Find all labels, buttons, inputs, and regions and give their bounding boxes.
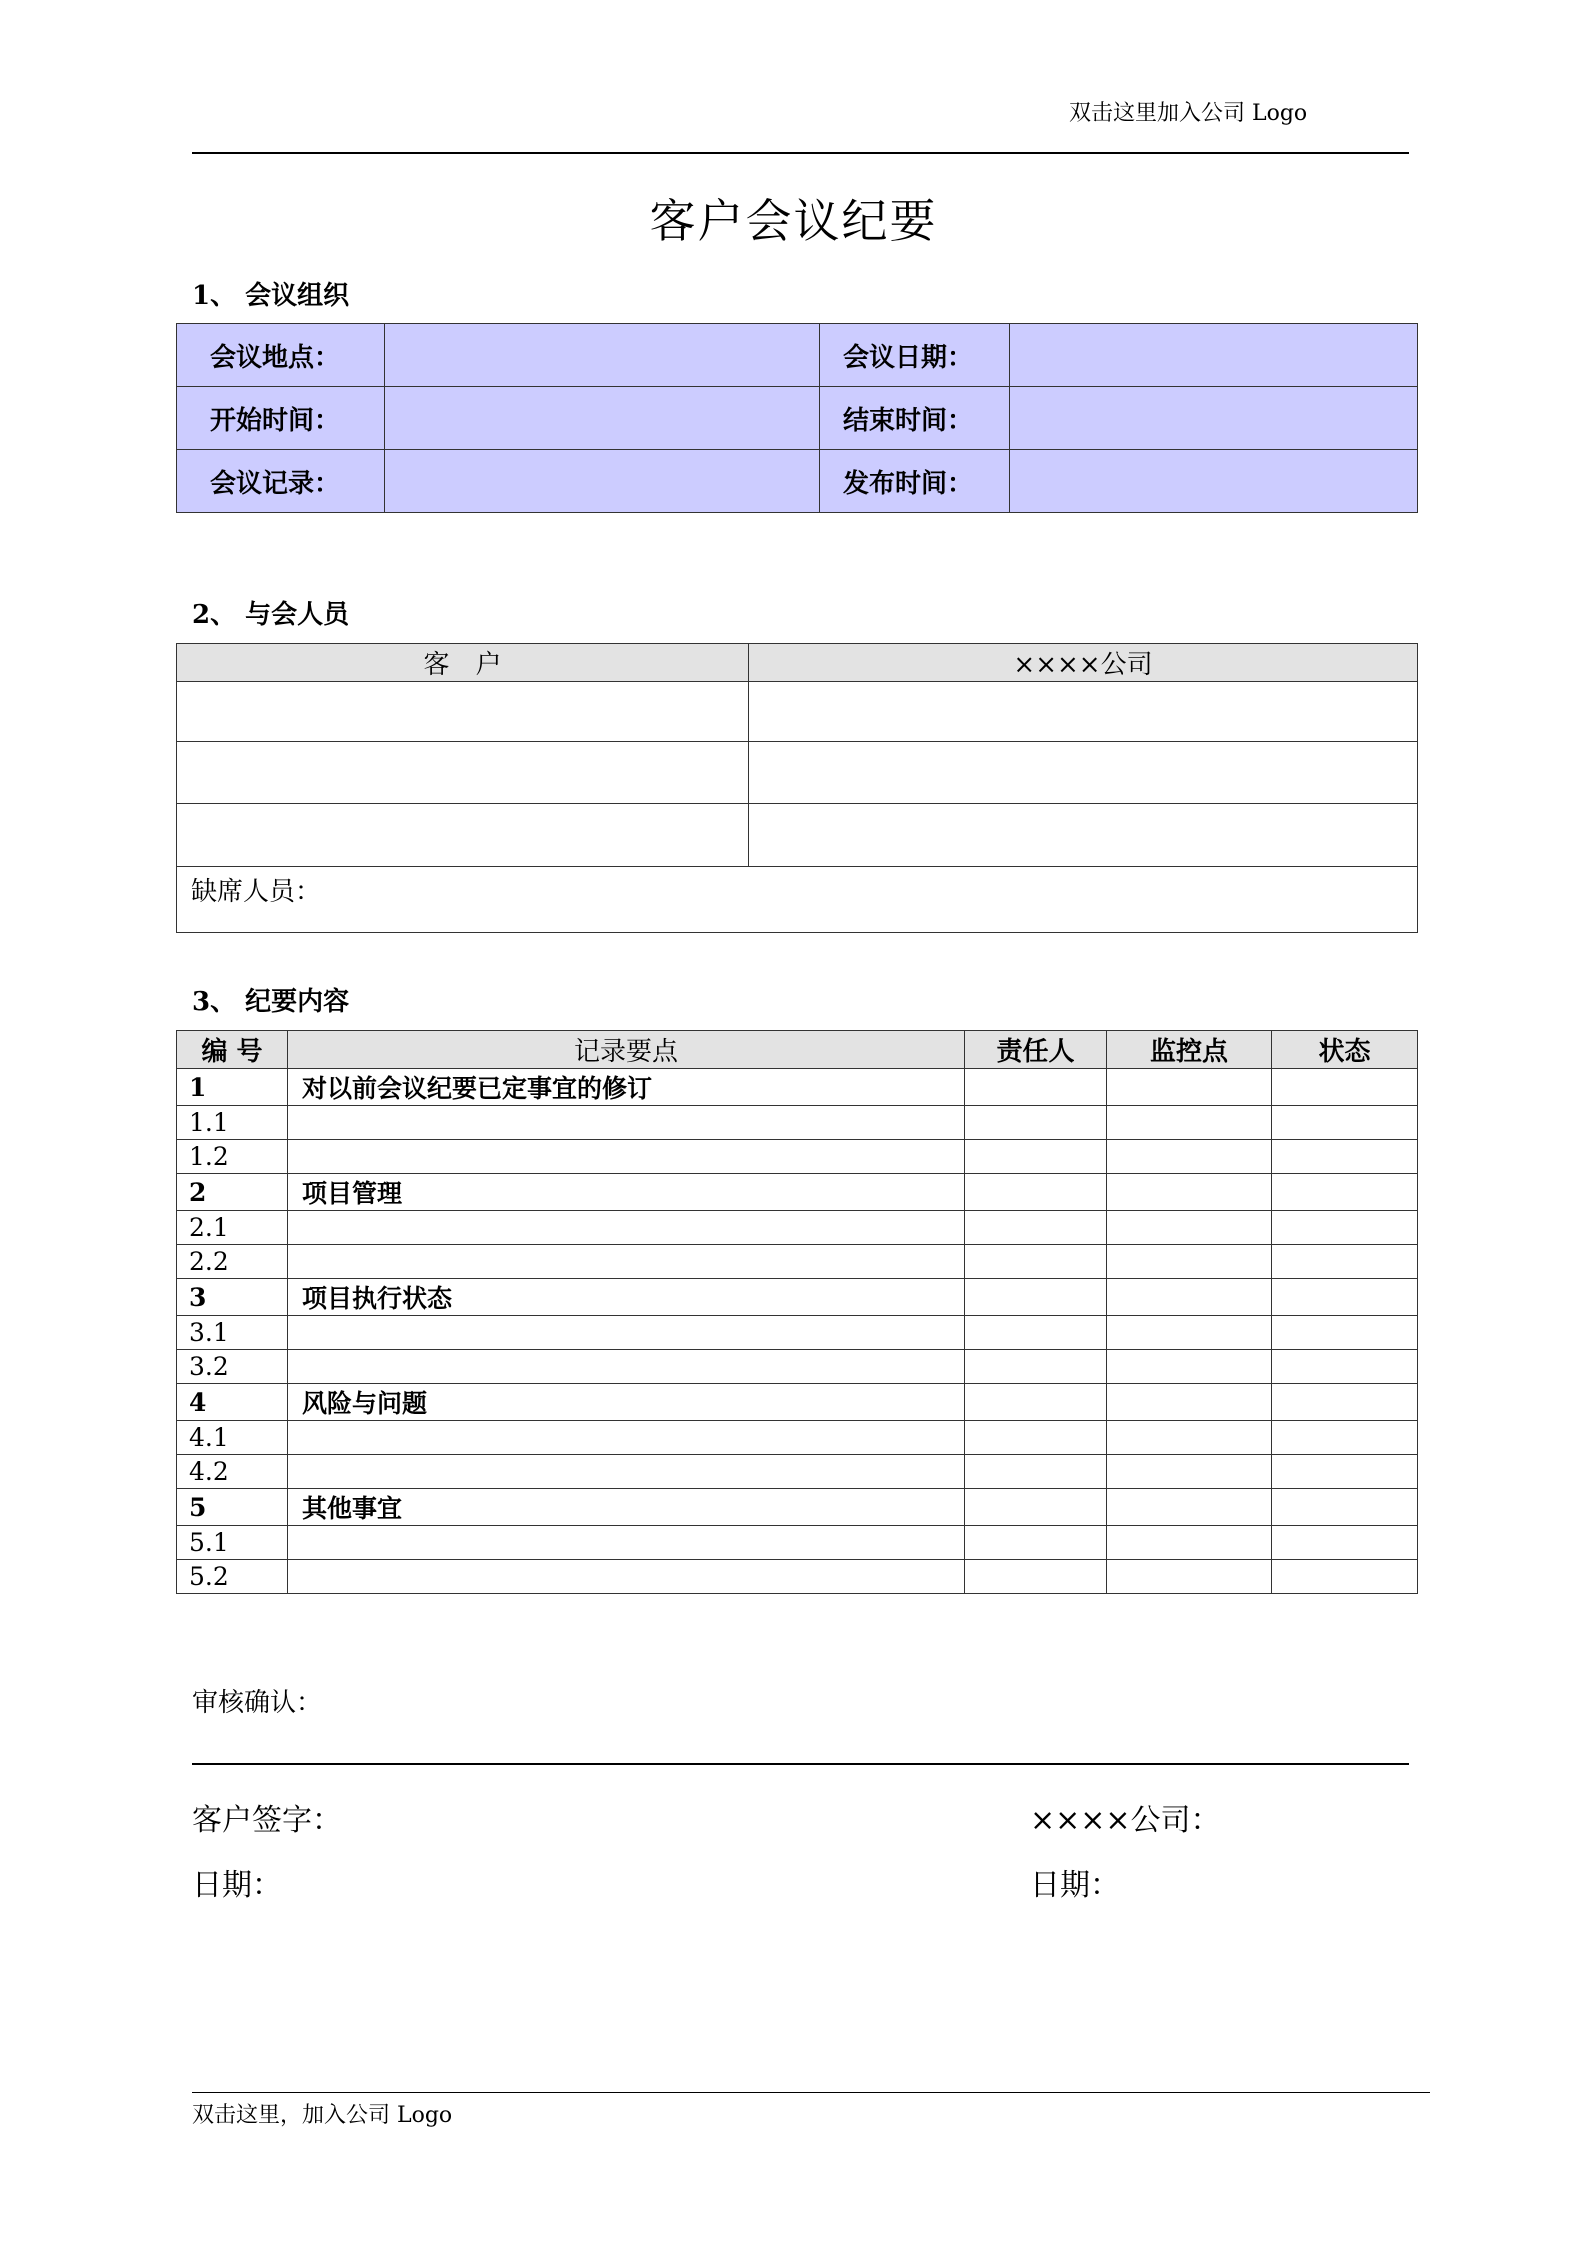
- status-cell[interactable]: [1272, 1245, 1418, 1279]
- organization-row: [177, 450, 1418, 513]
- record-point-cell[interactable]: [288, 1350, 965, 1384]
- status-cell[interactable]: [1272, 1421, 1418, 1455]
- minutes-group-row: [177, 1489, 1418, 1526]
- record-point-cell[interactable]: 风险与问题: [288, 1384, 965, 1421]
- record-points-column-header: 记录要点: [288, 1031, 965, 1069]
- minutes-item-row: [177, 1526, 1418, 1560]
- checkpoint-cell[interactable]: [1107, 1140, 1272, 1174]
- checkpoint-cell[interactable]: [1107, 1211, 1272, 1245]
- checkpoint-cell[interactable]: [1107, 1174, 1272, 1211]
- owner-cell[interactable]: [965, 1316, 1107, 1350]
- item-number: 1.1: [177, 1106, 288, 1140]
- item-number: 1.2: [177, 1140, 288, 1174]
- status-cell[interactable]: [1272, 1174, 1418, 1211]
- checkpoint-cell[interactable]: [1107, 1069, 1272, 1106]
- client-column-header: 客 户: [177, 644, 749, 682]
- client-signature-label: 客户签字：: [192, 1803, 342, 1838]
- owner-cell[interactable]: [965, 1489, 1107, 1526]
- review-label: 审核确认：: [192, 1688, 323, 1718]
- absent-members-label: 缺席人员：: [191, 877, 322, 907]
- footer-logo-placeholder[interactable]: 双击这里，加入公司 Logo: [192, 2103, 453, 2128]
- record-point-cell[interactable]: [288, 1526, 965, 1560]
- record-point-cell[interactable]: [288, 1106, 965, 1140]
- record-point-cell[interactable]: 项目管理: [288, 1174, 965, 1211]
- status-cell[interactable]: [1272, 1279, 1418, 1316]
- status-cell[interactable]: [1272, 1384, 1418, 1421]
- checkpoint-cell[interactable]: [1107, 1455, 1272, 1489]
- attendee-row: [177, 804, 1418, 867]
- status-cell[interactable]: [1272, 1350, 1418, 1384]
- record-point-cell[interactable]: 其他事宜: [288, 1489, 965, 1526]
- record-point-cell[interactable]: [288, 1560, 965, 1594]
- company-attendee-cell[interactable]: [749, 682, 1418, 742]
- item-number: 1: [177, 1069, 288, 1106]
- minutes-group-row: [177, 1384, 1418, 1421]
- section-heading-minutes: 3、 纪要内容: [192, 987, 350, 1017]
- start-time-field[interactable]: [385, 387, 820, 450]
- checkpoint-cell[interactable]: [1107, 1316, 1272, 1350]
- minutes-item-row: [177, 1245, 1418, 1279]
- record-point-cell[interactable]: [288, 1140, 965, 1174]
- end-time-label: 结束时间：: [820, 387, 1010, 450]
- publish-time-label: 发布时间：: [820, 450, 1010, 513]
- organization-table: [176, 323, 1418, 513]
- attendee-row: [177, 742, 1418, 804]
- organization-row: [177, 324, 1418, 387]
- item-number: 3: [177, 1279, 288, 1316]
- start-time-label: 开始时间：: [177, 387, 385, 450]
- record-point-cell[interactable]: 对以前会议纪要已定事宜的修订: [288, 1069, 965, 1106]
- item-number: 2: [177, 1174, 288, 1211]
- status-cell[interactable]: [1272, 1526, 1418, 1560]
- item-number: 5: [177, 1489, 288, 1526]
- owner-cell[interactable]: [965, 1106, 1107, 1140]
- status-cell[interactable]: [1272, 1489, 1418, 1526]
- company-attendee-cell[interactable]: [749, 804, 1418, 867]
- minutes-item-row: [177, 1350, 1418, 1384]
- footer-divider: [192, 2092, 1430, 2093]
- item-number: 3.1: [177, 1316, 288, 1350]
- company-signature-label: ××××公司：: [1030, 1803, 1221, 1838]
- minutes-item-row: [177, 1140, 1418, 1174]
- item-number: 4: [177, 1384, 288, 1421]
- record-point-cell[interactable]: 项目执行状态: [288, 1279, 965, 1316]
- checkpoint-cell[interactable]: [1107, 1384, 1272, 1421]
- attendees-table: [176, 643, 1418, 933]
- minutes-item-row: [177, 1421, 1418, 1455]
- record-point-cell[interactable]: [288, 1455, 965, 1489]
- status-cell[interactable]: [1272, 1455, 1418, 1489]
- status-cell[interactable]: [1272, 1069, 1418, 1106]
- header-logo-placeholder[interactable]: 双击这里加入公司 Logo: [1069, 101, 1308, 126]
- meeting-date-label: 会议日期：: [820, 324, 1010, 387]
- minutes-table: [176, 1030, 1418, 1594]
- status-cell[interactable]: [1272, 1560, 1418, 1594]
- recorder-field[interactable]: [385, 450, 820, 513]
- attendees-header-row: [177, 644, 1418, 682]
- checkpoint-column-header: 监控点: [1107, 1031, 1272, 1069]
- owner-cell[interactable]: [965, 1421, 1107, 1455]
- item-number: 3.2: [177, 1350, 288, 1384]
- checkpoint-cell[interactable]: [1107, 1560, 1272, 1594]
- attendee-row: [177, 682, 1418, 742]
- signature-divider: [192, 1763, 1409, 1765]
- company-attendee-cell[interactable]: [749, 742, 1418, 804]
- checkpoint-cell[interactable]: [1107, 1350, 1272, 1384]
- client-date-label: 日期：: [192, 1868, 282, 1903]
- header-divider: [192, 152, 1409, 154]
- owner-cell[interactable]: [965, 1069, 1107, 1106]
- item-number: 2.1: [177, 1211, 288, 1245]
- recorder-label: 会议记录：: [177, 450, 385, 513]
- section-heading-attendees: 2、 与会人员: [192, 600, 350, 630]
- number-column-header: 编 号: [177, 1031, 288, 1069]
- company-column-header: ××××公司: [749, 644, 1418, 682]
- checkpoint-cell[interactable]: [1107, 1279, 1272, 1316]
- owner-cell[interactable]: [965, 1174, 1107, 1211]
- record-point-cell[interactable]: [288, 1211, 965, 1245]
- item-number: 5.1: [177, 1526, 288, 1560]
- organization-row: [177, 387, 1418, 450]
- meeting-place-field[interactable]: [385, 324, 820, 387]
- meeting-date-field[interactable]: [1010, 324, 1418, 387]
- item-number: 4.1: [177, 1421, 288, 1455]
- minutes-item-row: [177, 1106, 1418, 1140]
- meeting-place-label: 会议地点：: [177, 324, 385, 387]
- company-date-label: 日期：: [1030, 1868, 1120, 1903]
- item-number: 5.2: [177, 1560, 288, 1594]
- owner-cell[interactable]: [965, 1455, 1107, 1489]
- item-number: 4.2: [177, 1455, 288, 1489]
- owner-cell[interactable]: [965, 1350, 1107, 1384]
- status-cell[interactable]: [1272, 1211, 1418, 1245]
- page-title: 客户会议纪要: [649, 194, 938, 248]
- client-attendee-cell[interactable]: [177, 682, 749, 742]
- status-cell[interactable]: [1272, 1140, 1418, 1174]
- status-cell[interactable]: [1272, 1316, 1418, 1350]
- minutes-item-row: [177, 1455, 1418, 1489]
- owner-cell[interactable]: [965, 1279, 1107, 1316]
- publish-time-field[interactable]: [1010, 450, 1418, 513]
- minutes-group-row: [177, 1069, 1418, 1106]
- minutes-item-row: [177, 1560, 1418, 1594]
- section-heading-organization: 1、 会议组织: [192, 281, 350, 311]
- owner-cell[interactable]: [965, 1526, 1107, 1560]
- absent-members-cell[interactable]: [177, 867, 1418, 933]
- minutes-item-row: [177, 1211, 1418, 1245]
- end-time-field[interactable]: [1010, 387, 1418, 450]
- checkpoint-cell[interactable]: [1107, 1245, 1272, 1279]
- owner-cell[interactable]: [965, 1560, 1107, 1594]
- status-column-header: 状态: [1272, 1031, 1418, 1069]
- status-cell[interactable]: [1272, 1106, 1418, 1140]
- client-attendee-cell[interactable]: [177, 804, 749, 867]
- absent-row: [177, 867, 1418, 933]
- record-point-cell[interactable]: [288, 1245, 965, 1279]
- checkpoint-cell[interactable]: [1107, 1421, 1272, 1455]
- owner-cell[interactable]: [965, 1211, 1107, 1245]
- client-attendee-cell[interactable]: [177, 742, 749, 804]
- checkpoint-cell[interactable]: [1107, 1106, 1272, 1140]
- minutes-group-row: [177, 1279, 1418, 1316]
- checkpoint-cell[interactable]: [1107, 1526, 1272, 1560]
- owner-column-header: 责任人: [965, 1031, 1107, 1069]
- minutes-header-row: [177, 1031, 1418, 1069]
- record-point-cell[interactable]: [288, 1421, 965, 1455]
- owner-cell[interactable]: [965, 1245, 1107, 1279]
- minutes-group-row: [177, 1174, 1418, 1211]
- item-number: 2.2: [177, 1245, 288, 1279]
- owner-cell[interactable]: [965, 1140, 1107, 1174]
- record-point-cell[interactable]: [288, 1316, 965, 1350]
- owner-cell[interactable]: [965, 1384, 1107, 1421]
- checkpoint-cell[interactable]: [1107, 1489, 1272, 1526]
- minutes-item-row: [177, 1316, 1418, 1350]
